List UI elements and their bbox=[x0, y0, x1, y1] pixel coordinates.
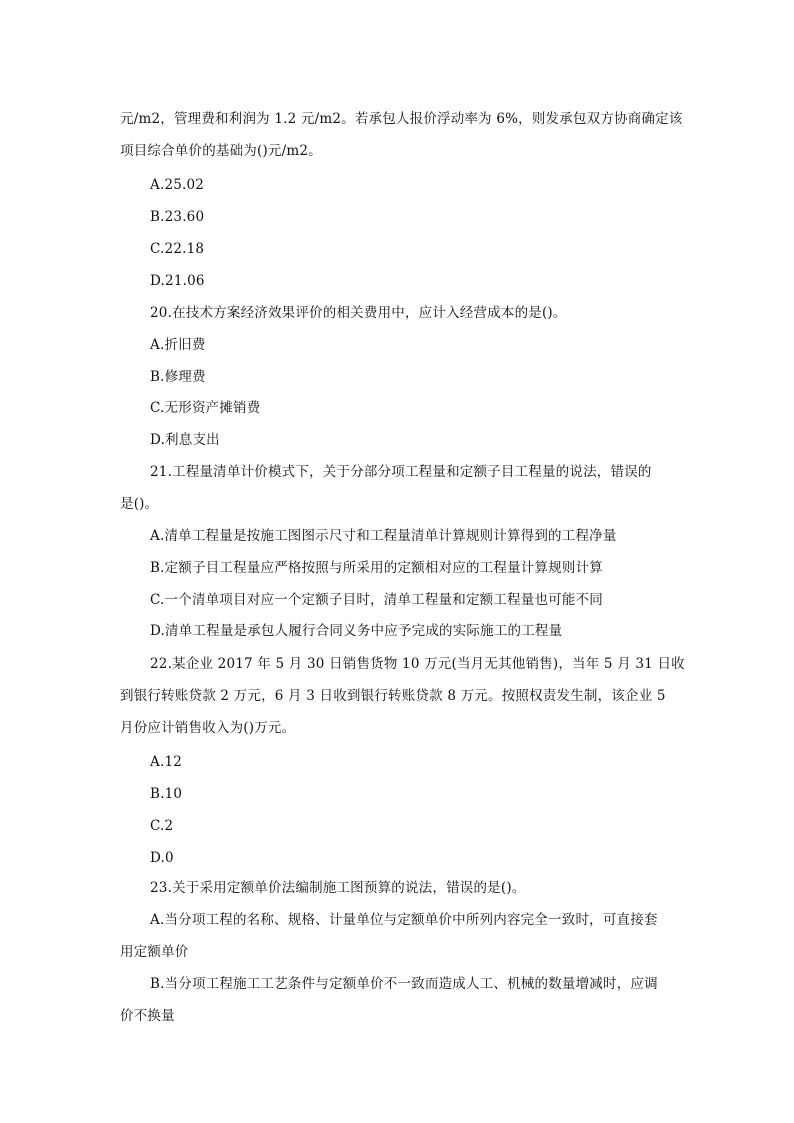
q19-option-d: D.21.06 bbox=[150, 273, 205, 289]
q21-question-line-1: 21.工程量清单计价模式下，关于分部分项工程量和定额子目工程量的说法，错误的 bbox=[150, 464, 652, 480]
q22-question-line-3: 月份应计销售收入为()万元。 bbox=[120, 720, 296, 736]
q23-option-a-line-1: A.当分项工程的名称、规格、计量单位与定额单价中所列内容完全一致时，可直接套 bbox=[150, 912, 658, 928]
q20-option-c: C.无形资产摊销费 bbox=[150, 400, 261, 416]
q22-question-line-1: 22.某企业 2017 年 5 月 30 日销售货物 10 万元(当月无其他销售)，当年 5 月 31 日收 bbox=[150, 656, 685, 672]
q20-option-b: B.修理费 bbox=[150, 369, 206, 385]
q22-option-c: C.2 bbox=[150, 818, 174, 834]
q21-option-b: B.定额子目工程量应严格按照与所采用的定额相对应的工程量计算规则计算 bbox=[150, 560, 604, 576]
q22-option-a: A.12 bbox=[150, 754, 183, 770]
q23-question: 23.关于采用定额单价法编制施工图预算的说法，错误的是()。 bbox=[150, 880, 526, 896]
q23-option-a-line-2: 用定额单价 bbox=[120, 944, 189, 960]
q20-option-a: A.折旧费 bbox=[150, 337, 206, 353]
q23-option-b-line-1: B.当分项工程施工工艺条件与定额单价不一致而造成人工、机械的数量增减时，应调 bbox=[150, 976, 658, 992]
q19-option-a: A.25.02 bbox=[150, 177, 205, 193]
q22-option-d: D.0 bbox=[150, 850, 174, 866]
q19-option-b: B.23.60 bbox=[150, 209, 205, 225]
q21-option-a: A.清单工程量是按施工图图示尺寸和工程量清单计算规则计算得到的工程净量 bbox=[150, 528, 617, 544]
q19-text-line-1: 元/m2，管理费和利润为 1.2 元/m2。若承包人报价浮动率为 6%，则发承包双方协商确定该 bbox=[120, 111, 683, 127]
q22-option-b: B.10 bbox=[150, 786, 183, 802]
q19-option-c: C.22.18 bbox=[150, 241, 205, 257]
q21-option-c: C.一个清单项目对应一个定额子目时，清单工程量和定额工程量也可能不同 bbox=[150, 592, 603, 608]
q20-question: 20.在技术方案经济效果评价的相关费用中，应计入经营成本的是()。 bbox=[150, 305, 567, 321]
q23-option-b-line-2: 价不换量 bbox=[120, 1008, 175, 1024]
q21-option-d: D.清单工程量是承包人履行合同义务中应予完成的实际施工的工程量 bbox=[150, 623, 563, 639]
q21-question-line-2: 是()。 bbox=[120, 496, 159, 512]
q20-option-d: D.利息支出 bbox=[150, 432, 220, 448]
q22-question-line-2: 到银行转账贷款 2 万元，6 月 3 日收到银行转账贷款 8 万元。按照权责发生制，该企业 5 bbox=[120, 688, 666, 704]
q19-text-line-2: 项目综合单价的基础为()元/m2。 bbox=[120, 143, 322, 159]
